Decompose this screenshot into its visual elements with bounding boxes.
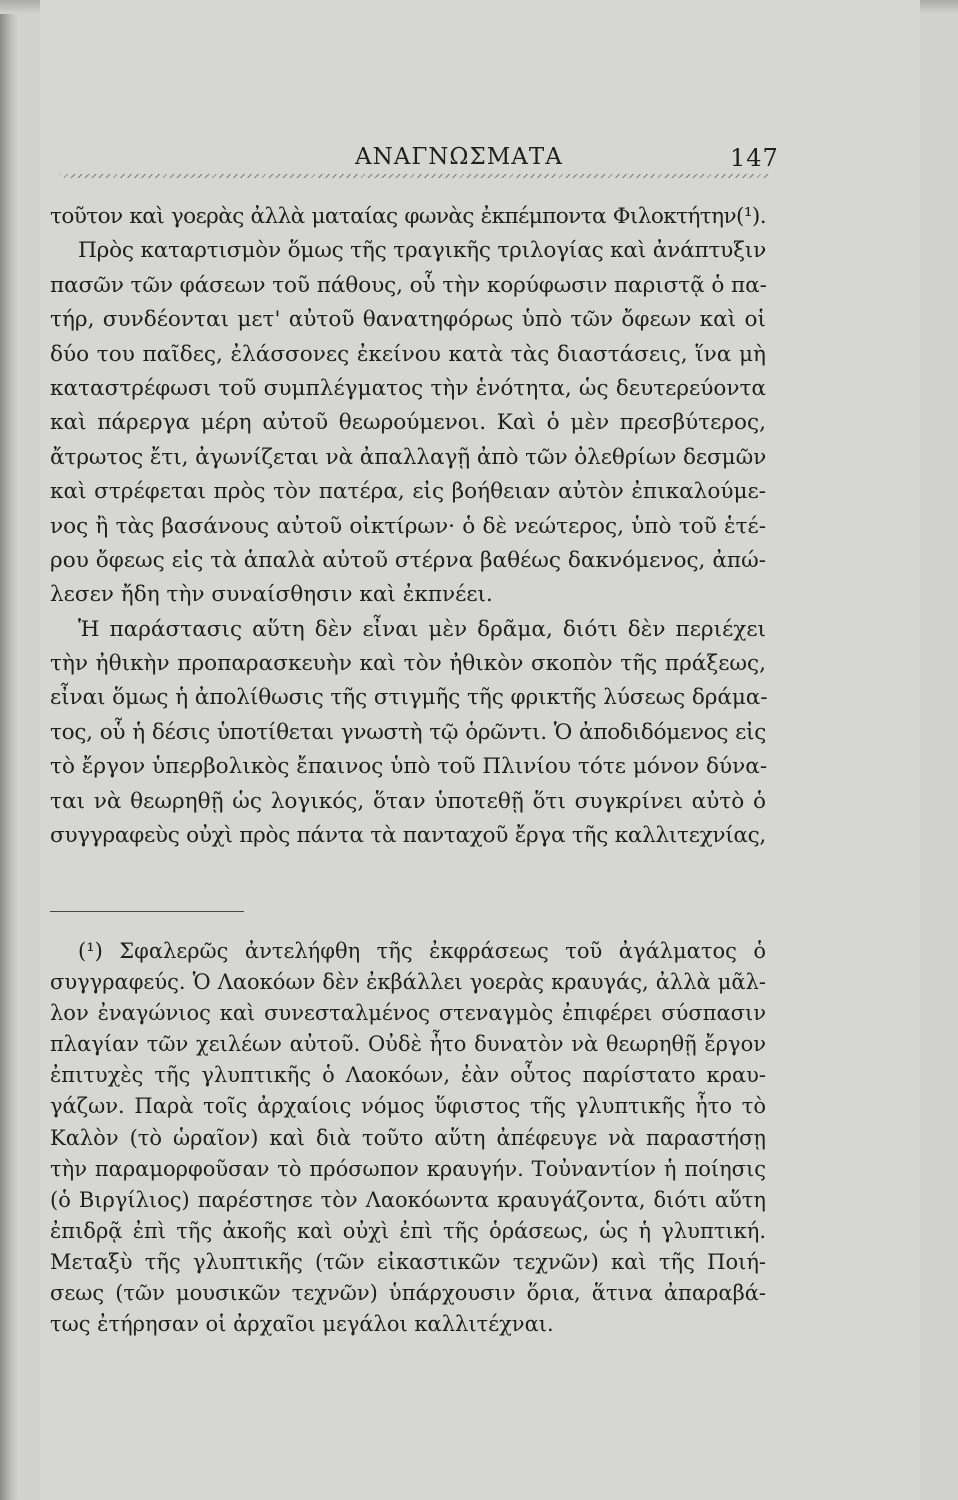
book-page <box>40 0 920 1500</box>
text-line: τήρ, συνδέονται μετ' αὐτοῦ θανατηφόρως ὑπὸ τῶν ὄφεων καὶ οἱ <box>50 307 766 333</box>
footnote-line: (ὁ Βιργίλιος) παρέστησε τὸν Λαοκόωντα κραυγάζοντα, διότι αὕτη <box>50 1187 766 1212</box>
footnote-line: Καλὸν (τὸ ὡραῖον) καὶ διὰ τοῦτο αὕτη ἀπέφευγε νὰ παραστήσῃ <box>50 1125 766 1150</box>
footnote-separator <box>50 911 244 912</box>
text-line: Πρὸς καταρτισμὸν ὅμως τῆς τραγικῆς τριλογίας καὶ ἀνάπτυξιν <box>78 238 766 264</box>
footnote-line: γάζων. Παρὰ τοῖς ἀρχαίοις νόμος ὕφιστος τῆς γλυπτικῆς ἦτο τὸ <box>50 1094 766 1119</box>
text-line: Ἡ παράστασις αὕτη δὲν εἶναι μὲν δρᾶμα, διότι δὲν περιέχει <box>78 616 766 642</box>
footnote-line: σεως (τῶν μουσικῶν τεχνῶν) ὑπάρχουσιν ὅρια, ἅτινα ἀπαραβά- <box>50 1281 766 1306</box>
scan-left-edge <box>0 0 18 1500</box>
text-line: πασῶν τῶν φάσεων τοῦ πάθους, οὗ τὴν κορύφωσιν παριστᾷ ὁ πα- <box>50 272 767 298</box>
footnote-line: τως ἐτήρησαν οἱ ἀρχαῖοι μεγάλοι καλλιτέχναι. <box>50 1312 554 1337</box>
footnote-line: ἐπιδρᾷ ἐπὶ τῆς ἀκοῆς καὶ οὐχὶ ἐπὶ τῆς ὁράσεως, ὡς ἡ γλυπτική. <box>50 1218 766 1243</box>
footnote-line: πλαγίαν τῶν χειλέων αὐτοῦ. Οὐδὲ ἦτο δυνατὸν νὰ θεωρηθῇ ἔργον <box>50 1032 766 1057</box>
text-line: τὸ ἔργον ὑπερβολικὸς ἔπαινος ὑπὸ τοῦ Πλινίου τότε μόνον δύνα- <box>50 754 768 780</box>
text-line: δύο του παῖδες, ἐλάσσονες ἐκείνου κατὰ τὰς διαστάσεις, ἵνα μὴ <box>50 341 766 367</box>
text-line: καὶ πάρεργα μέρη αὐτοῦ θεωρούμενοι. Καὶ ὁ μὲν πρεσβύτερος, <box>50 410 766 436</box>
text-line: καταστρέφωσι τοῦ συμπλέγματος τὴν ἑνότητα, ὡς δευτερεύοντα <box>50 375 766 401</box>
text-line: συγγραφεὺς οὐχὶ πρὸς πάντα τὰ πανταχοῦ ἔργα τῆς καλλιτεχνίας, <box>50 823 766 849</box>
text-line: ἄτρωτος ἔτι, ἀγωνίζεται νὰ ἀπαλλαγῇ ἀπὸ τῶν ὀλεθρίων δεσμῶν <box>50 444 767 470</box>
text-line: λεσεν ἤδη τὴν συναίσθησιν καὶ ἐκπνέει. <box>50 582 493 608</box>
text-line: τοῦτον καὶ γοερὰς ἀλλὰ ματαίας φωνὰς ἐκπέμποντα Φιλοκτήτην(¹). <box>50 204 766 229</box>
text-line: τος, οὗ ἡ δέσις ὑποτίθεται γνωστὴ τῷ ὁρῶντι. Ὁ ἀποδιδόμενος εἰς <box>50 719 766 745</box>
running-title: ΑΝΑΓΝΩΣΜΑΤΑ <box>355 144 563 170</box>
main-text <box>50 200 766 853</box>
footnote-line: Μεταξὺ τῆς γλυπτικῆς (τῶν εἰκαστικῶν τεχνῶν) καὶ τῆς Ποιή- <box>50 1249 766 1274</box>
footnote-line: λον ἐναγώνιος καὶ συνεσταλμένος στεναγμὸς ἐπιφέρει σύσπασιν <box>50 1001 766 1026</box>
footnote-line: ἐπιτυχὲς τῆς γλυπτικῆς ὁ Λαοκόων, ἐὰν οὗτος παρίστατο κραυ- <box>50 1063 766 1088</box>
text-line: ρου ὄφεως εἰς τὰ ἁπαλὰ αὐτοῦ στέρνα βαθέως δακνόμενος, ἀπώ- <box>50 547 766 573</box>
running-header <box>50 140 920 174</box>
footnote <box>50 936 766 1340</box>
text-line: εἶναι ὅμως ἡ ἀπολίθωσις τῆς στιγμῆς τῆς φρικτῆς λύσεως δράμα- <box>50 685 768 711</box>
text-line: καὶ στρέφεται πρὸς τὸν πατέρα, εἰς βοήθειαν αὐτὸν ἐπικαλούμε- <box>50 479 766 505</box>
footnote-line: συγγραφεύς. Ὁ Λαοκόων δὲν ἐκβάλλει γοερὰς κραυγάς, ἀλλὰ μᾶλ- <box>50 970 766 995</box>
footnote-line: τὴν παραμορφοῦσαν τὸ πρόσωπον κραυγήν. Τοὐναντίον ἡ ποίησις <box>50 1156 766 1181</box>
header-wavy-rule <box>60 174 770 178</box>
text-line: νος ἢ τὰς βασάνους αὐτοῦ οἰκτίρων· ὁ δὲ νεώτερος, ὑπὸ τοῦ ἑτέ- <box>50 513 766 539</box>
footnote-line: (¹) Σφαλερῶς ἀντελήφθη τῆς ἐκφράσεως τοῦ ἀγάλματος ὁ <box>78 939 766 963</box>
text-line: ται νὰ θεωρηθῇ ὡς λογικός, ὅταν ὑποτεθῇ ὅτι συγκρίνει αὐτὸ ὁ <box>50 788 766 814</box>
text-line: τὴν ἠθικὴν προπαρασκευὴν καὶ τὸν ἠθικὸν σκοπὸν τῆς πράξεως, <box>50 651 766 677</box>
page-number: 147 <box>730 144 779 172</box>
